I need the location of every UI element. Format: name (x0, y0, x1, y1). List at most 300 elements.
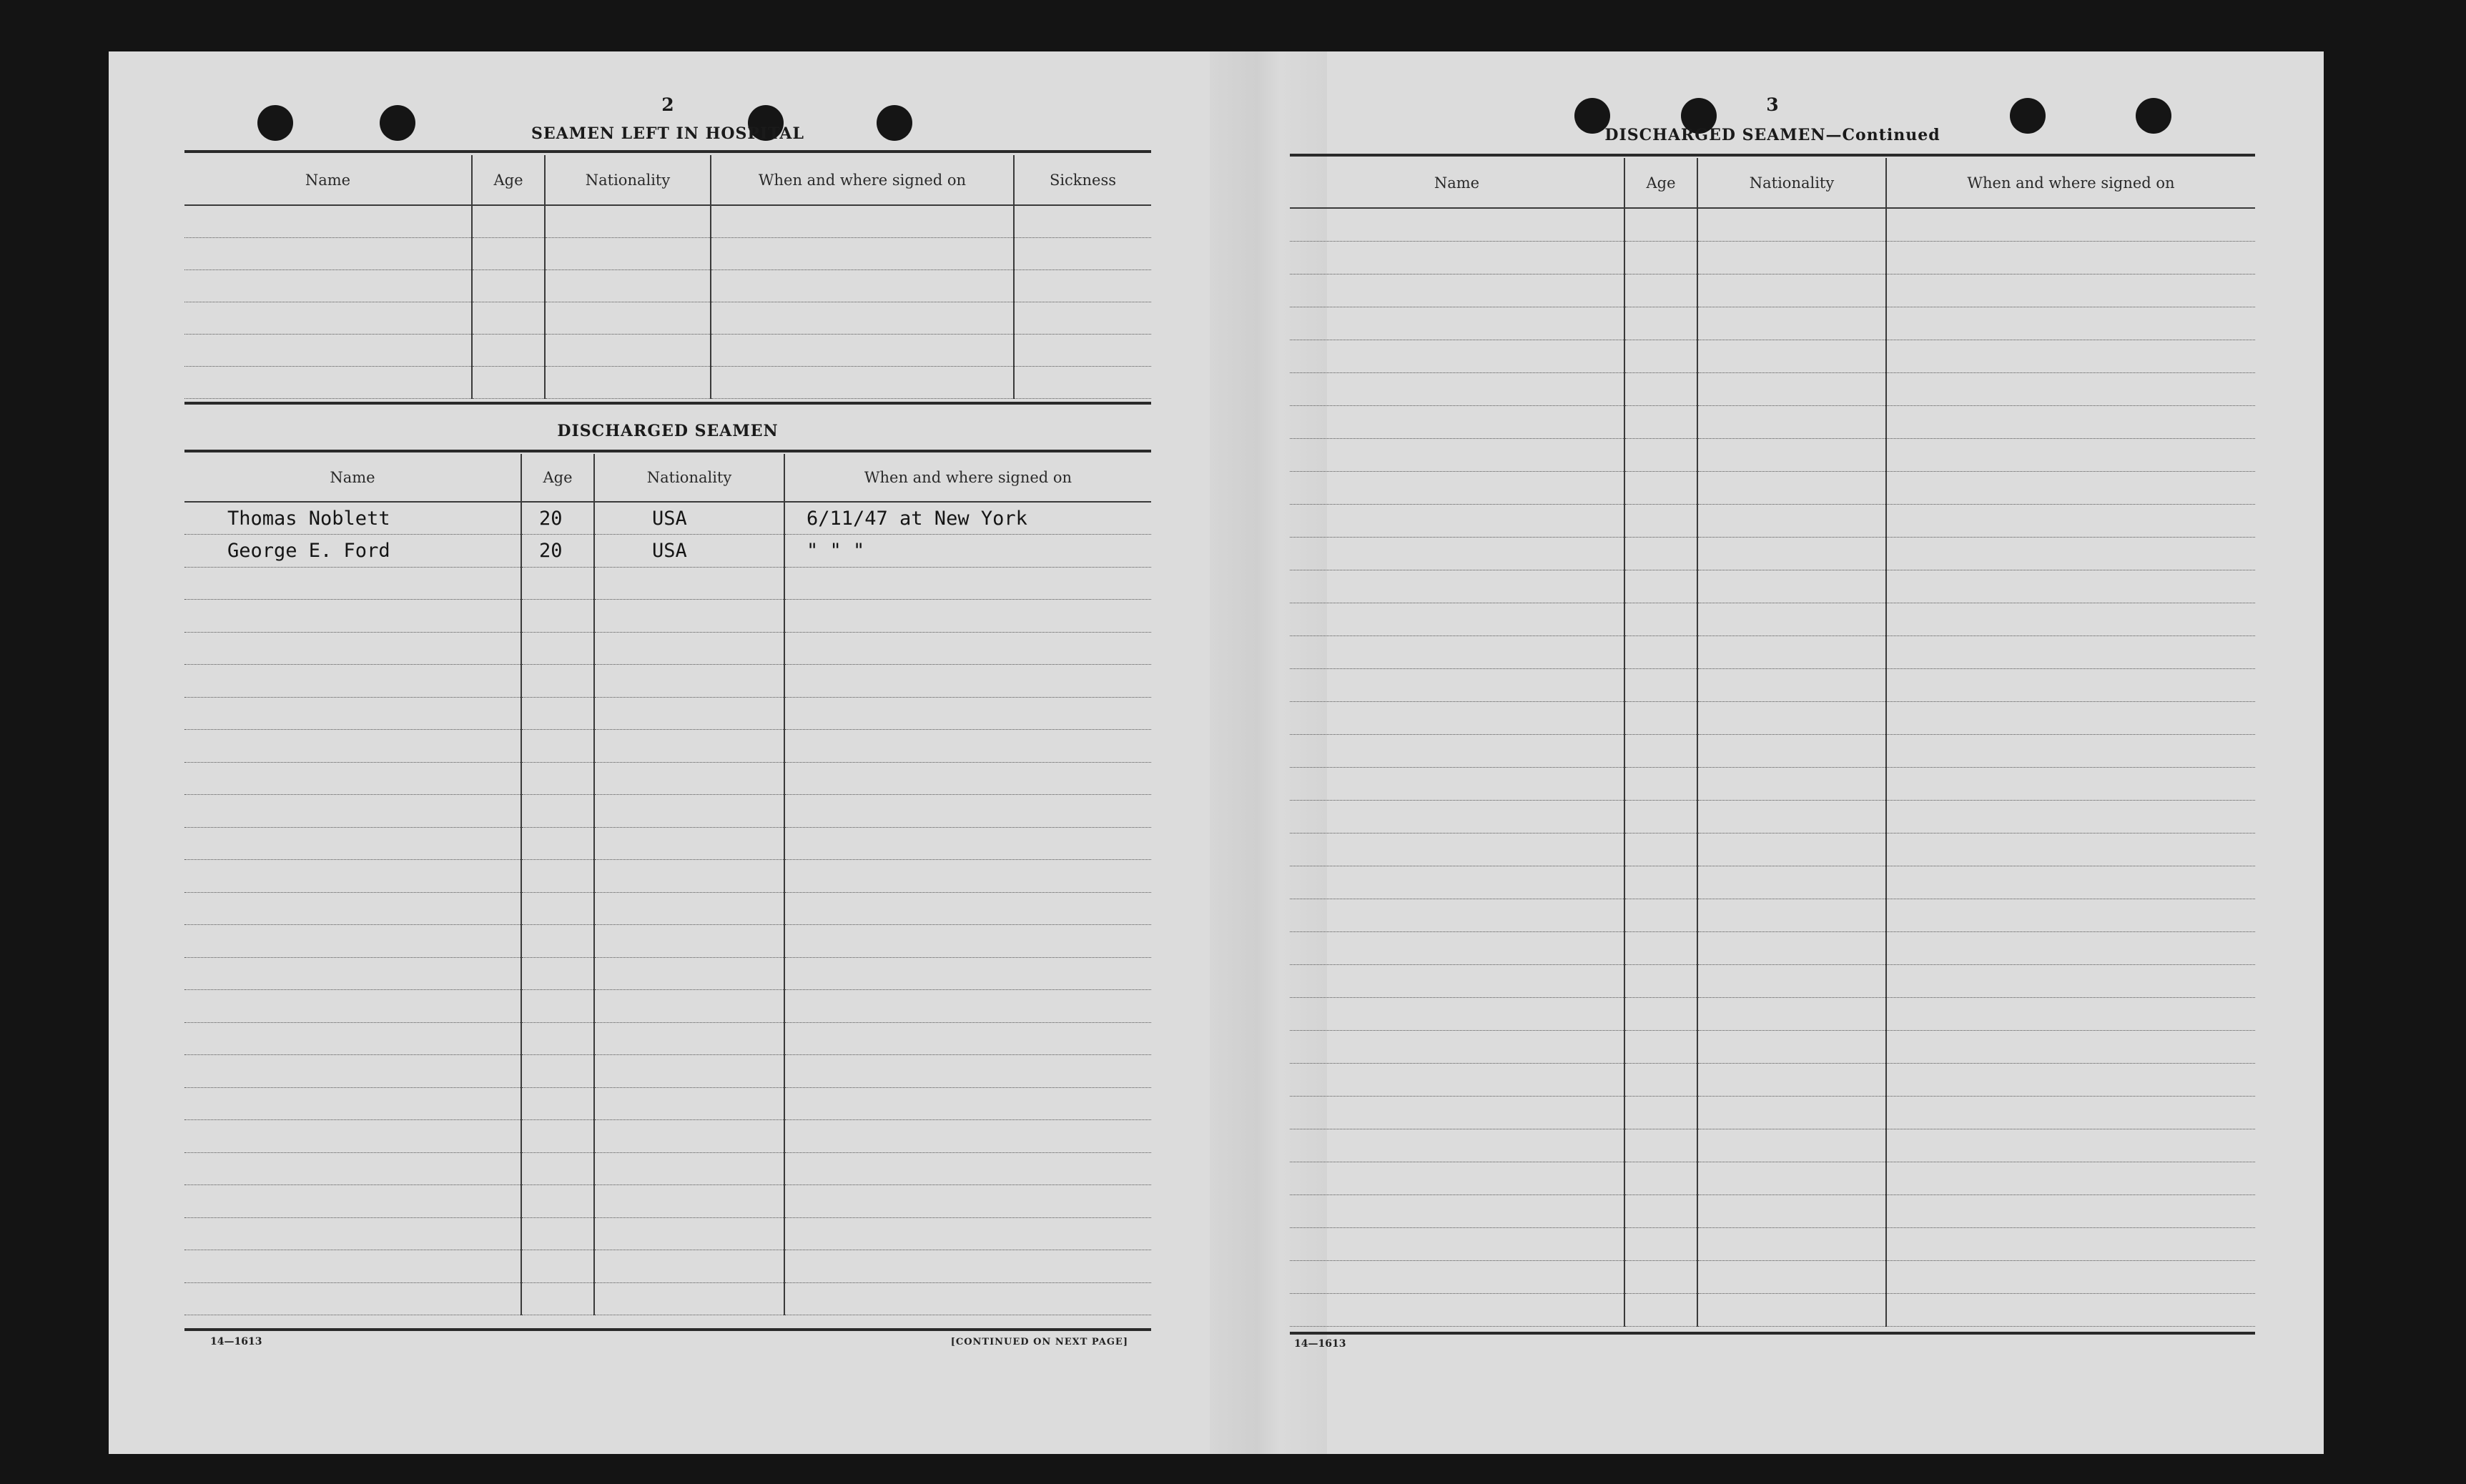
table-cell (1697, 1063, 1886, 1096)
table-cell (184, 205, 472, 237)
table-cell (1624, 438, 1697, 471)
table-row (1290, 307, 2255, 340)
table-cell (184, 762, 521, 795)
table-cell (1697, 767, 1886, 800)
table-row (1290, 767, 2255, 800)
table-row (1290, 1063, 2255, 1096)
table-cell (1697, 1293, 1886, 1326)
table-cell (1290, 340, 1624, 372)
table-row (1290, 833, 2255, 866)
divider (184, 450, 1151, 452)
divider (184, 402, 1151, 405)
table-cell (521, 990, 594, 1023)
table-cell (1624, 603, 1697, 635)
table-cell (784, 795, 1151, 828)
table-cell (1697, 340, 1886, 372)
table-cell (1290, 438, 1624, 471)
table-row (1290, 471, 2255, 504)
table-cell (521, 697, 594, 730)
table-row (1290, 570, 2255, 603)
table-cell (521, 1282, 594, 1315)
table-cell (1624, 1030, 1697, 1063)
column-header-name: Name (184, 155, 472, 205)
table-cell (1886, 800, 2255, 833)
table-cell (1624, 1162, 1697, 1194)
table-cell (184, 1022, 521, 1055)
table-cell (711, 302, 1014, 334)
table-cell (594, 1120, 784, 1153)
table-cell (1290, 1260, 1624, 1293)
table-cell (1886, 997, 2255, 1030)
table-cell (1886, 471, 2255, 504)
table-cell (1886, 307, 2255, 340)
table-cell (594, 665, 784, 698)
table-cell (1886, 438, 2255, 471)
table-row (1290, 1030, 2255, 1063)
table-cell (594, 1022, 784, 1055)
table-row (184, 1120, 1151, 1153)
table-cell (521, 762, 594, 795)
table-cell: 20 (521, 502, 594, 535)
table-cell (594, 762, 784, 795)
table-row (184, 205, 1151, 237)
table-cell (1290, 1063, 1624, 1096)
table-cell (1697, 405, 1886, 438)
table-row (1290, 734, 2255, 767)
table-cell (184, 1185, 521, 1218)
table-row (184, 1282, 1151, 1315)
table-cell (1624, 274, 1697, 307)
table-row (1290, 800, 2255, 833)
table-row (1290, 1129, 2255, 1162)
table-cell (1697, 504, 1886, 537)
table-cell (545, 334, 711, 366)
table-cell (521, 1055, 594, 1088)
table-cell (521, 1087, 594, 1120)
table-row (1290, 241, 2255, 274)
table-row (1290, 438, 2255, 471)
table-cell (1624, 1194, 1697, 1227)
table-cell (1624, 701, 1697, 734)
table-cell (594, 925, 784, 958)
table-cell (1014, 237, 1151, 269)
table-cell (184, 827, 521, 860)
table-cell: Thomas Noblett (184, 502, 521, 535)
table-cell (184, 567, 521, 600)
table-cell (1697, 734, 1886, 767)
table-cell (711, 205, 1014, 237)
column-header-age: Age (521, 454, 594, 502)
table-cell (1624, 570, 1697, 603)
table-cell (1697, 1194, 1886, 1227)
table-cell (1290, 668, 1624, 701)
hospital-section-title: SEAMEN LEFT IN HOSPITAL (531, 124, 804, 143)
table-cell (521, 665, 594, 698)
table-cell (545, 302, 711, 334)
table-cell (1290, 405, 1624, 438)
table-cell (1886, 964, 2255, 997)
table-row (184, 730, 1151, 763)
table-cell (711, 269, 1014, 302)
table-cell (1624, 1063, 1697, 1096)
table-cell (1290, 307, 1624, 340)
table-cell (1886, 1293, 2255, 1326)
column-header-sickness: Sickness (1049, 171, 1117, 189)
table-cell (784, 1087, 1151, 1120)
table-cell (1290, 241, 1624, 274)
table-cell (1697, 1096, 1886, 1129)
table-cell (521, 1022, 594, 1055)
table-cell (594, 1055, 784, 1088)
table-row (184, 665, 1151, 698)
table-cell: USA (594, 502, 784, 535)
table-cell (1290, 504, 1624, 537)
table-cell (1290, 800, 1624, 833)
column-header-nationality: Nationality (594, 454, 784, 502)
table-cell (1697, 931, 1886, 964)
table-cell (521, 827, 594, 860)
table-cell (184, 697, 521, 730)
table-cell (1290, 603, 1624, 635)
table-cell (1624, 504, 1697, 537)
table-cell (784, 1217, 1151, 1250)
table-row (1290, 603, 2255, 635)
table-cell (521, 1250, 594, 1283)
table-cell (1697, 1030, 1886, 1063)
table-cell (1886, 208, 2255, 241)
table-cell (1697, 307, 1886, 340)
column-header-name: Name (1290, 158, 1624, 208)
table-cell (1290, 1129, 1624, 1162)
column-header-nationality: Nationality (1697, 158, 1886, 208)
table-cell (1624, 471, 1697, 504)
table-cell (521, 1217, 594, 1250)
table-cell (1624, 931, 1697, 964)
table-cell (1697, 800, 1886, 833)
table-cell (521, 860, 594, 893)
table-row (184, 567, 1151, 600)
table-cell (521, 795, 594, 828)
table-cell (1697, 1162, 1886, 1194)
column-header-nationality: Nationality (545, 155, 711, 205)
table-cell (594, 697, 784, 730)
table-cell (594, 567, 784, 600)
table-row (184, 302, 1151, 334)
table-cell (184, 892, 521, 925)
table-row (184, 957, 1151, 990)
table-row (1290, 1096, 2255, 1129)
table-cell (521, 957, 594, 990)
table-cell: USA (594, 535, 784, 568)
table-cell (594, 990, 784, 1023)
table-cell (1886, 570, 2255, 603)
table-row (1290, 1293, 2255, 1326)
table-cell (1624, 833, 1697, 866)
table-cell (1886, 405, 2255, 438)
table-cell (594, 827, 784, 860)
table-cell (1697, 438, 1886, 471)
table-cell (1290, 1162, 1624, 1194)
ledger-sheet (109, 51, 2324, 1454)
table-cell (184, 600, 521, 633)
table-cell (1697, 833, 1886, 866)
divider (1290, 154, 2255, 157)
table-cell (594, 1250, 784, 1283)
table-cell (521, 1152, 594, 1185)
table-cell: 6/11/47 at New York (784, 502, 1151, 535)
table-row (184, 600, 1151, 633)
table-row (1290, 537, 2255, 570)
table-cell: " " " (784, 535, 1151, 568)
table-cell (784, 1282, 1151, 1315)
table-row (184, 1022, 1151, 1055)
table-cell (184, 860, 521, 893)
table-cell (1290, 1227, 1624, 1260)
table-cell (1886, 701, 2255, 734)
table-cell (784, 957, 1151, 990)
discharged-section-title: DISCHARGED SEAMEN (557, 422, 779, 440)
table-cell (1290, 701, 1624, 734)
table-cell (1697, 866, 1886, 899)
table-cell (1886, 833, 2255, 866)
table-cell (1014, 269, 1151, 302)
table-cell (1624, 1227, 1697, 1260)
table-cell (1886, 537, 2255, 570)
table-cell (521, 632, 594, 665)
table-row (1290, 372, 2255, 405)
table-cell (1290, 274, 1624, 307)
column-header-age: Age (1624, 158, 1697, 208)
table-cell (594, 1152, 784, 1185)
table-cell (594, 600, 784, 633)
table-cell (1290, 899, 1624, 931)
table-cell (784, 632, 1151, 665)
table-cell (184, 1055, 521, 1088)
table-cell (521, 730, 594, 763)
table-cell (1290, 931, 1624, 964)
table-cell (1624, 899, 1697, 931)
table-cell (1886, 899, 2255, 931)
table-cell (521, 567, 594, 600)
table-row (184, 860, 1151, 893)
column-header-name: Name (184, 454, 521, 502)
table-cell (1697, 1260, 1886, 1293)
table-cell (521, 1120, 594, 1153)
table-cell (711, 237, 1014, 269)
table-row (1290, 1260, 2255, 1293)
table-cell (184, 1152, 521, 1185)
table-cell (1290, 767, 1624, 800)
table-row (1290, 274, 2255, 307)
table-cell (1886, 504, 2255, 537)
table-cell (184, 366, 472, 398)
table-cell (1014, 366, 1151, 398)
table-cell (594, 860, 784, 893)
table-cell (1624, 997, 1697, 1030)
table-cell (545, 205, 711, 237)
table-cell (1290, 1194, 1624, 1227)
table-cell (184, 302, 472, 334)
table-cell (711, 366, 1014, 398)
table-cell (784, 1022, 1151, 1055)
table-cell (1697, 635, 1886, 668)
table-cell (184, 957, 521, 990)
table-cell (1886, 635, 2255, 668)
table-cell (184, 1282, 521, 1315)
table-cell (184, 269, 472, 302)
table-cell (521, 892, 594, 925)
table-cell (1886, 241, 2255, 274)
table-cell (1290, 1096, 1624, 1129)
table-cell (711, 334, 1014, 366)
table-cell (545, 237, 711, 269)
table-cell (594, 1282, 784, 1315)
table-row (184, 632, 1151, 665)
table-cell (521, 600, 594, 633)
table-cell: George E. Ford (184, 535, 521, 568)
table-cell (1886, 734, 2255, 767)
table-cell (1697, 208, 1886, 241)
table-cell (1886, 1162, 2255, 1194)
table-cell (545, 269, 711, 302)
table-cell (184, 1087, 521, 1120)
table-cell (472, 366, 545, 398)
table-cell (1886, 931, 2255, 964)
table-cell (1886, 1063, 2255, 1096)
table-cell (784, 697, 1151, 730)
table-cell (1886, 866, 2255, 899)
table-cell (1290, 1030, 1624, 1063)
table-cell (784, 990, 1151, 1023)
table-row (184, 1185, 1151, 1218)
table-row (184, 269, 1151, 302)
table-cell (1290, 997, 1624, 1030)
discharged-table (184, 454, 1151, 1315)
table-row (184, 892, 1151, 925)
table-cell (184, 1120, 521, 1153)
table-row (184, 795, 1151, 828)
table-cell (784, 730, 1151, 763)
table-row (1290, 931, 2255, 964)
discharged-continued-title: DISCHARGED SEAMEN—Continued (1604, 126, 1940, 144)
table-cell: 20 (521, 535, 594, 568)
table-cell (1697, 603, 1886, 635)
table-cell (784, 1120, 1151, 1153)
table-cell (594, 1185, 784, 1218)
table-cell (1290, 866, 1624, 899)
table-row (184, 237, 1151, 269)
table-cell (1624, 668, 1697, 701)
table-row (1290, 1194, 2255, 1227)
table-row (184, 535, 1151, 568)
table-cell (472, 334, 545, 366)
table-cell (1624, 635, 1697, 668)
form-code: 14—1613 (210, 1336, 262, 1347)
table-cell (184, 795, 521, 828)
table-row (184, 1087, 1151, 1120)
table-cell (1624, 866, 1697, 899)
table-cell (1624, 767, 1697, 800)
table-cell (1697, 701, 1886, 734)
table-cell (594, 892, 784, 925)
table-row (184, 990, 1151, 1023)
page-number: 2 (661, 94, 674, 115)
table-cell (472, 302, 545, 334)
table-cell (594, 632, 784, 665)
table-cell (184, 237, 472, 269)
table-cell (1624, 307, 1697, 340)
table-row (1290, 964, 2255, 997)
table-cell (1624, 1129, 1697, 1162)
table-cell (521, 925, 594, 958)
table-cell (1697, 537, 1886, 570)
table-cell (1886, 1096, 2255, 1129)
table-cell (1697, 997, 1886, 1030)
table-row (1290, 208, 2255, 241)
table-cell (594, 1087, 784, 1120)
table-cell (1886, 1260, 2255, 1293)
table-row (184, 1152, 1151, 1185)
table-cell (545, 366, 711, 398)
table-cell (184, 1217, 521, 1250)
table-cell (1886, 372, 2255, 405)
table-row (1290, 1227, 2255, 1260)
table-cell (784, 925, 1151, 958)
divider (184, 150, 1151, 153)
table-cell (1624, 1260, 1697, 1293)
table-cell (472, 237, 545, 269)
table-row (184, 1217, 1151, 1250)
table-cell (784, 827, 1151, 860)
table-row (184, 1250, 1151, 1283)
table-cell (594, 957, 784, 990)
table-cell (784, 860, 1151, 893)
table-cell (521, 1185, 594, 1218)
table-cell (594, 1217, 784, 1250)
table-cell (1290, 734, 1624, 767)
table-cell (1624, 800, 1697, 833)
table-cell (472, 205, 545, 237)
table-cell (1886, 340, 2255, 372)
table-cell (784, 1250, 1151, 1283)
table-row (1290, 866, 2255, 899)
table-row (1290, 635, 2255, 668)
table-cell (1697, 1227, 1886, 1260)
table-cell (784, 1152, 1151, 1185)
table-cell (184, 925, 521, 958)
column-header-signed-on: When and where signed on (711, 155, 1014, 205)
table-cell (1290, 833, 1624, 866)
table-row (184, 334, 1151, 366)
table-cell (1290, 635, 1624, 668)
column-header-age: Age (472, 155, 545, 205)
table-cell (1624, 405, 1697, 438)
table-row (184, 502, 1151, 535)
table-cell (1886, 1194, 2255, 1227)
table-cell (1014, 302, 1151, 334)
table-cell (1886, 274, 2255, 307)
discharged-continued-table (1290, 158, 2255, 1327)
table-cell (1697, 471, 1886, 504)
table-cell (1014, 205, 1151, 237)
hospital-table (184, 155, 1151, 399)
table-cell (1697, 372, 1886, 405)
table-cell (1290, 1293, 1624, 1326)
table-cell (1290, 372, 1624, 405)
table-cell (184, 334, 472, 366)
table-cell (184, 990, 521, 1023)
table-cell (1886, 1129, 2255, 1162)
